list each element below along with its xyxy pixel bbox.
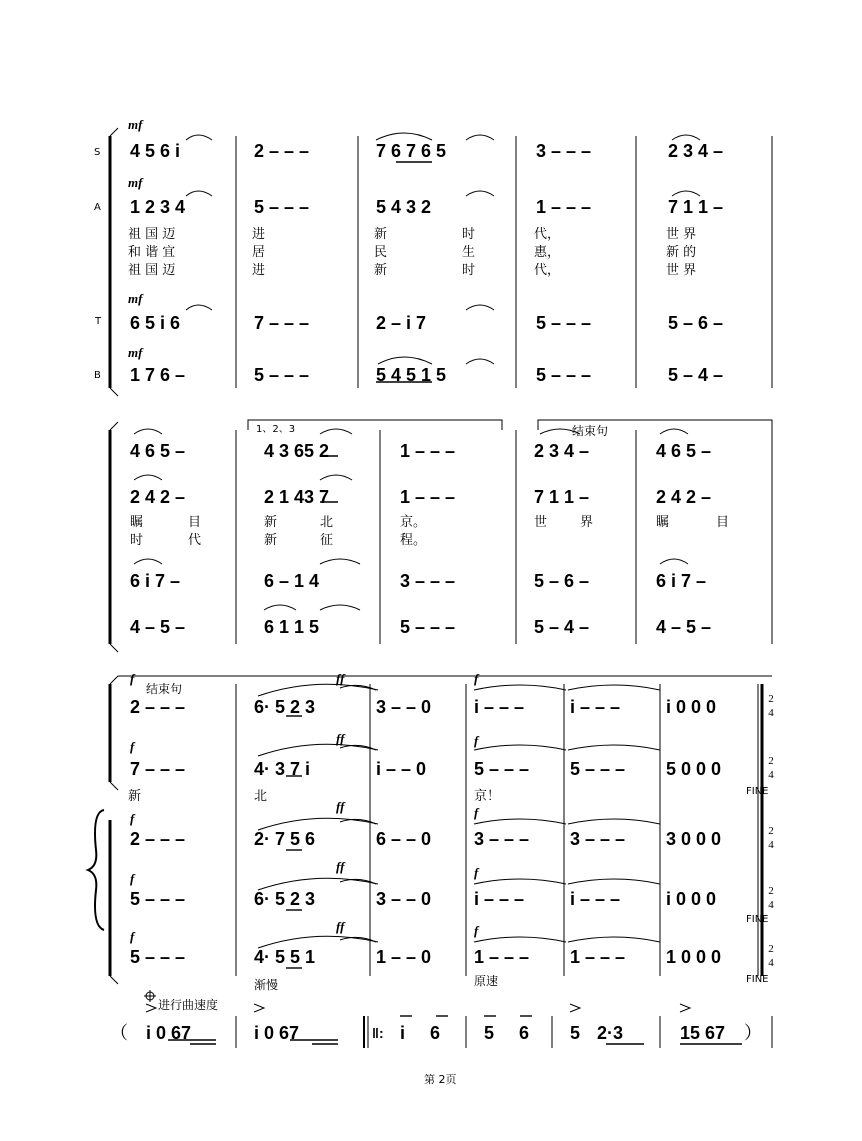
measure: 1 – – – [570,947,626,967]
lyric: 和 谐 宜 [128,245,176,260]
measure: 3 – – – [474,829,530,849]
measure: i 0 0 0 [666,889,717,909]
measure: 5 – – – [130,889,186,909]
lyric: 世 [534,515,548,530]
measure: 2 – – – [254,141,310,161]
dynamic-ff: ff [336,671,345,686]
measure: 4· 5 5 1 [254,947,316,967]
repeat-sign: ‖: [372,1025,384,1041]
lyric: 世 界 [666,227,697,242]
measure: 7 1 1 – [668,197,724,217]
measure: 3 – – 0 [376,697,432,717]
time-sig-top: 2 [768,943,774,955]
lyric: 北 [320,515,334,530]
measure: 1 7 6 – [130,365,186,385]
time-sig-top: 2 [768,693,774,705]
measure: 4 5 6 i [130,141,181,161]
measure: 5 4 3 2 [376,197,432,217]
dynamic-mf: mf [128,175,143,190]
measure: 5 4 5 1 5 [376,365,447,385]
measure: 5 – – – [474,759,530,779]
lyric: 征 [320,533,334,548]
time-sig-bottom: 4 [768,707,774,719]
measure: 5 – 6 – [534,571,590,591]
measure: i – – 0 [376,759,427,779]
measure: 2 4 2 – [656,487,712,507]
measure: 3 – – – [570,829,626,849]
measure: 2 – i 7 [376,313,427,333]
measure: 3 – – – [400,571,456,591]
measure: 6 – 1 4 [264,571,320,591]
measure: 4 – 5 – [656,617,712,637]
measure: 4 3 65 2 [264,441,330,461]
measure: 5 2·3 [570,1023,624,1043]
measure: i 6 [400,1023,441,1043]
measure: 5 – 4 – [534,617,590,637]
measure: 5 – – – [536,365,592,385]
dynamic-ff: ff [336,731,345,746]
measure: 4 – 5 – [130,617,186,637]
measure: 1 0 0 0 [666,947,722,967]
measure: i – – – [474,889,525,909]
measure: 1 – – 0 [376,947,432,967]
measure: 4 6 5 – [130,441,186,461]
dynamic-mf: mf [128,117,143,132]
lyric: 代， [534,227,561,242]
lyric: 瞩 [656,515,670,530]
measure: 1 – – – [536,197,592,217]
measure: 1 2 3 4 [130,197,186,217]
lyric: 界 [580,515,594,530]
measure: 2 3 4 – [668,141,724,161]
lyric: 京。 [400,515,427,530]
measure: 7 – – – [254,313,310,333]
measure: 7 – – – [130,759,186,779]
measure: 3 – – – [536,141,592,161]
measure: 6 – – 0 [376,829,432,849]
lyric: 民 [374,245,388,260]
lyric: 京！ [474,789,501,804]
measure: 1 – – – [474,947,530,967]
interlude-label: 进行曲速度 [158,998,219,1012]
lyric: 新 [264,533,278,548]
measure: 15 67 [680,1023,726,1043]
voice-label-s: S [94,147,101,158]
tempo-original: 原速 [474,974,499,988]
measure: 7 6 7 6 5 [376,141,447,161]
lyric: 时 [130,533,144,548]
dynamic-ff: ff [336,859,345,874]
lyric: 代， [534,263,561,278]
paren-close: ） [744,1023,762,1043]
time-sig-bottom: 4 [768,957,774,969]
lyric: 惠， [534,245,561,260]
lyric: 代 [188,533,202,548]
time-sig-bottom: 4 [768,899,774,911]
lyric: 新 [374,227,388,242]
dynamic-f: f [130,671,135,686]
lyric: 目 [716,515,730,530]
lyric: 祖 国 迈 [128,263,176,278]
lyric: 程。 [400,533,427,548]
lyric: 新 [374,263,388,278]
measure: 1 – – – [400,487,456,507]
lyric: 新 [128,789,142,804]
voice-label-a: A [94,202,101,213]
measure: i 0 67 [146,1023,192,1043]
lyric: 居 [252,245,266,260]
dynamic-f: f [130,739,135,754]
dynamic-mf: mf [128,345,143,360]
measure: 2 4 2 – [130,487,186,507]
time-sig-top: 2 [768,755,774,767]
lyric: 世 界 [666,263,697,278]
measure: i – – – [570,697,621,717]
dynamic-f: f [130,929,135,944]
time-sig-top: 2 [768,885,774,897]
tempo-slow: 渐慢 [254,978,279,992]
voice-label-t: T [95,316,102,327]
fine-mark: FINE [746,786,769,797]
dynamic-f: f [474,733,479,748]
volta-label: 1、2、3 [256,424,296,435]
measure: 2· 7 5 6 [254,829,316,849]
measure: 4 6 5 – [656,441,712,461]
measure: 4· 3 7 i [254,759,311,779]
measure: 5 – 6 – [668,313,724,333]
ending-label: 结束句 [572,424,609,438]
measure: 5 – – – [254,197,310,217]
dynamic-f: f [474,865,479,880]
fine-mark: FINE [746,974,769,985]
lyric: 瞩 [130,515,144,530]
dynamic-f: f [474,671,479,686]
lyric: 新 的 [666,245,697,260]
time-sig-bottom: 4 [768,839,774,851]
measure: 2 – – – [130,829,186,849]
measure: i 0 67 [254,1023,300,1043]
paren-open: （ [110,1023,128,1043]
measure: 5 0 0 0 [666,759,722,779]
measure: 5 – – – [536,313,592,333]
dynamic-ff: ff [336,799,345,814]
time-sig-bottom: 4 [768,769,774,781]
dynamic-f: f [130,871,135,886]
measure: 6 1 1 5 [264,617,320,637]
lyric: 时 [462,263,476,278]
lyric: 祖 国 迈 [128,227,176,242]
dynamic-f: f [474,923,479,938]
measure: 3 – – 0 [376,889,432,909]
measure: 1 – – – [400,441,456,461]
dynamic-mf: mf [128,291,143,306]
lyric: 进 [252,227,266,242]
measure: 5 – 4 – [668,365,724,385]
measure: 6· 5 2 3 [254,889,316,909]
measure: 6· 5 2 3 [254,697,316,717]
measure: 7 1 1 – [534,487,590,507]
lyric: 进 [252,263,266,278]
measure: 5 – – – [254,365,310,385]
measure: i – – – [474,697,525,717]
measure: 2 3 4 – [534,441,590,461]
time-sig-top: 2 [768,825,774,837]
measure: 3 0 0 0 [666,829,722,849]
dynamic-ff: ff [336,919,345,934]
page-number: 第 2页 [424,1073,457,1086]
lyric: 北 [254,789,268,804]
fine-mark: FINE [746,914,769,925]
lyric: 目 [188,515,202,530]
measure: 6 5 i 6 [130,313,181,333]
measure: i – – – [570,889,621,909]
voice-label-b: B [94,370,101,381]
measure: 2 1 43 7 [264,487,330,507]
measure: 5 – – – [130,947,186,967]
dynamic-f: f [474,805,479,820]
measure: 5 – – – [570,759,626,779]
measure: 5 – – – [400,617,456,637]
measure: 6 i 7 – [130,571,181,591]
ending-label: 结束句 [146,682,183,696]
measure: 5 6 [484,1023,530,1043]
measure: 6 i 7 – [656,571,707,591]
measure: 2 – – – [130,697,186,717]
lyric: 生 [462,245,476,260]
dynamic-f: f [130,811,135,826]
measure: i 0 0 0 [666,697,717,717]
lyric: 新 [264,515,278,530]
lyric: 时 [462,227,476,242]
